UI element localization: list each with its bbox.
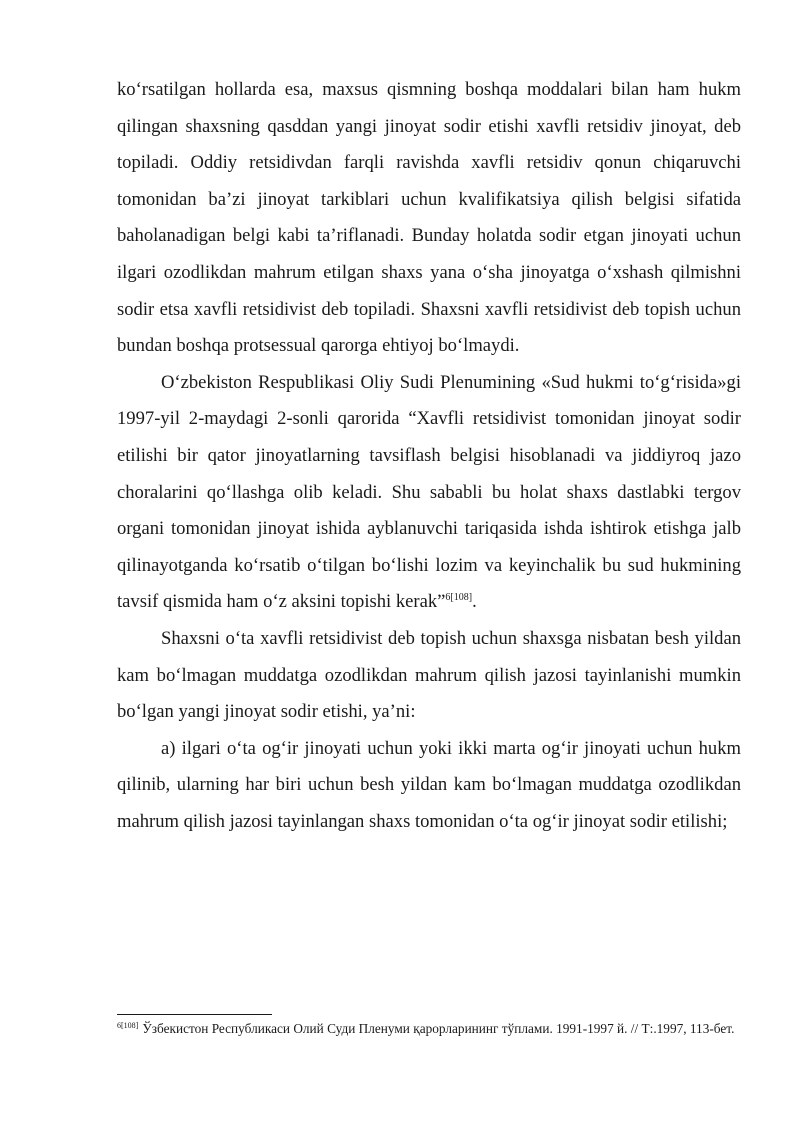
paragraph-2 <box>117 365 741 621</box>
footnote-divider <box>117 1014 272 1015</box>
footnote-text: Ўзбекистон Республикаси Олий Суди Пленуми қарорларининг тўплами. 1991-1997 й. // Т:.1997, 113-бет. <box>142 1021 735 1036</box>
paragraph-1: koʻrsatilgan hollarda esa, maxsus qismning boshqa moddalari bilan ham hukm qilingan shaxsning qasddan yangi jinoyat sodir etishi xavfli retsidiv jinoyat, deb topiladi. Oddiy retsidivdan farqli ravishda xavfli retsidiv qonun chiqaruvchi tomonidan baʼzi jinoyat tarkiblari uchun kvalifikatsiya qilish belgisi sifatida baholanadigan belgi kabi taʼriflanadi. Bunday holatda sodir etgan jinoyati uchun ilgari ozodlikdan mahrum etilgan shaxs yana oʻsha jinoyatga oʻxshash qilmishni sodir etsa xavfli retsidivist deb topiladi. Shaxsni xavfli retsidivist deb topish uchun bundan boshqa protsessual qarorga ehtiyoj boʻlmaydi. <box>117 79 741 357</box>
footnote-mark: 6[108] <box>117 1020 139 1030</box>
footnote-reference[interactable]: 6[108] <box>445 592 473 604</box>
paragraph-4: a) ilgari oʻta ogʻir jinoyati uchun yoki ikki marta ogʻir jinoyati uchun hukm qilinib, ularning har biri uchun besh yildan kam boʻlmagan muddatga ozodlikdan mahrum qilish jazosi tayinlangan shaxs tomonidan oʻta ogʻir jinoyat sodir etilishi; <box>117 737 741 832</box>
paragraph-3: Shaxsni oʻta xavfli retsidivist deb topish uchun shaxsga nisbatan besh yildan kam boʻlmagan muddatga ozodlikdan mahrum qilish jazosi tayinlanishi mumkin boʻlgan yangi jinoyat sodir etishi, yaʼni: <box>117 627 741 723</box>
footnote <box>117 1020 741 1039</box>
paragraph-2-text: Oʻzbekiston Respublikasi Oliy Sudi Plenumining «Sud hukmi toʻgʻrisida»gi 1997-yil 2-maydagi 2-sonli qarorida “Xavfli retsidivist tomonidan jinoyat sodir etilishi bir qator jinoyatlarning tavsiflash belgisi hisoblanadi va jiddiyroq jazo choralarini qoʻllashga olib keladi. Shu sababli bu holat shaxs dastlabki tergov organi tomonidan jinoyat ishida ayblanuvchi tariqasida ishda ishtirok etishga jalb qilinayotganda koʻrsatib oʻtilgan boʻlishi lozim va keyinchalik bu sud hukmining tavsif qismida ham oʻz aksini topishi kerak” <box>117 371 741 613</box>
paragraph-2-end: . <box>472 591 477 613</box>
main-text <box>117 72 741 840</box>
